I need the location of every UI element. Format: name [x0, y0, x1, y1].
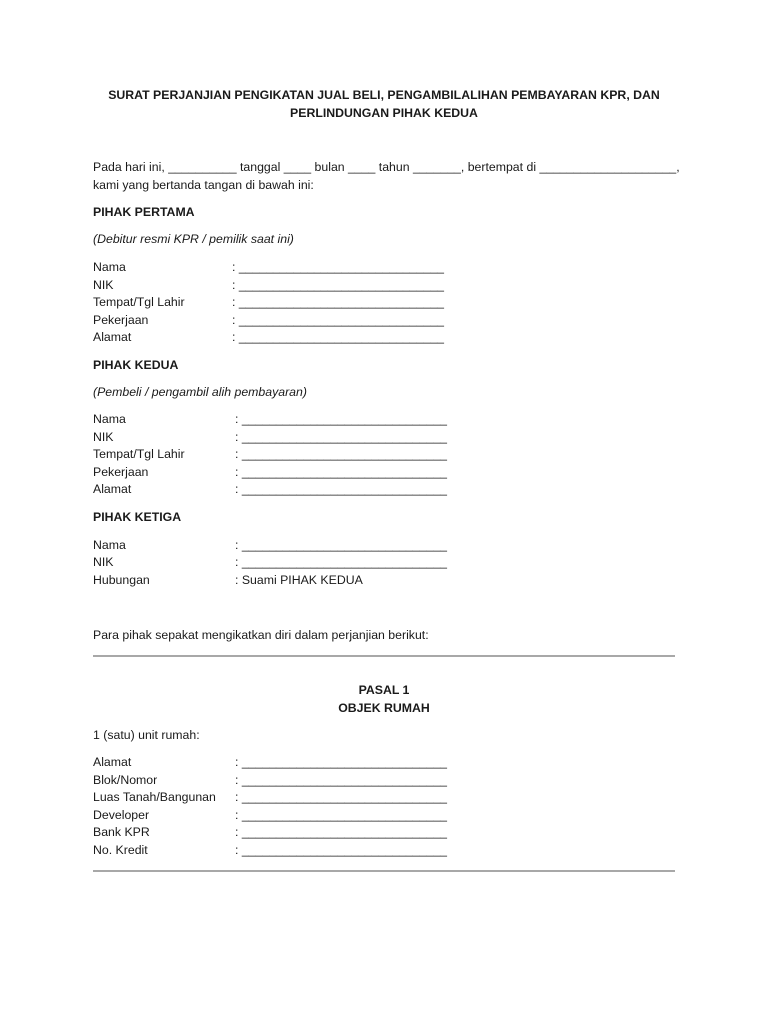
field-value: : ______________________________ [235, 773, 448, 787]
field-label: Tempat/Tgl Lahir [93, 447, 185, 461]
field-label: Tempat/Tgl Lahir [93, 295, 185, 309]
pihak-pertama-note: (Debitur resmi KPR / pemilik saat ini) [93, 232, 294, 246]
field-label: Pekerjaan [93, 465, 149, 479]
field-label: NIK [93, 430, 114, 444]
pasal-1-subheading: OBJEK RUMAH [338, 701, 430, 715]
section-divider [93, 870, 675, 872]
field-value: : ______________________________ [235, 790, 448, 804]
pasal-1-intro: 1 (satu) unit rumah: [93, 728, 200, 742]
field-value: : ______________________________ [232, 330, 445, 344]
field-value: : ______________________________ [235, 465, 448, 479]
field-value: : ______________________________ [235, 555, 448, 569]
field-value: : ______________________________ [235, 825, 448, 839]
field-label: Blok/Nomor [93, 773, 158, 787]
intro-line-1: Pada hari ini, __________ tanggal ____ bulan ____ tahun _______, bertempat di ____________________, [93, 160, 680, 174]
field-label: Developer [93, 808, 150, 822]
field-label: Alamat [93, 330, 132, 344]
field-label: Pekerjaan [93, 313, 149, 327]
intro-line-2: kami yang bertanda tangan di bawah ini: [93, 178, 314, 192]
field-label: NIK [93, 278, 114, 292]
field-label: Alamat [93, 755, 132, 769]
field-value: : ______________________________ [235, 447, 448, 461]
field-value: : ______________________________ [235, 430, 448, 444]
field-value: : ______________________________ [232, 313, 445, 327]
document-title-line-1: SURAT PERJANJIAN PENGIKATAN JUAL BELI, PENGAMBILALIHAN PEMBAYARAN KPR, DAN [108, 88, 660, 102]
field-label: Bank KPR [93, 825, 150, 839]
field-label: NIK [93, 555, 114, 569]
pihak-ketiga-heading: PIHAK KETIGA [93, 510, 182, 524]
field-value: : Suami PIHAK KEDUA [235, 573, 363, 587]
field-label: Hubungan [93, 573, 150, 587]
field-value: : ______________________________ [235, 808, 448, 822]
field-value: : ______________________________ [235, 755, 448, 769]
section-divider [93, 655, 675, 657]
field-label: No. Kredit [93, 843, 148, 857]
document-title-line-2: PERLINDUNGAN PIHAK KEDUA [290, 106, 478, 120]
field-label: Nama [93, 260, 126, 274]
field-value: : ______________________________ [235, 538, 448, 552]
pihak-kedua-heading: PIHAK KEDUA [93, 358, 179, 372]
field-label: Luas Tanah/Bangunan [93, 790, 216, 804]
agreement-text: Para pihak sepakat mengikatkan diri dalam perjanjian berikut: [93, 628, 429, 642]
pasal-1-heading: PASAL 1 [358, 683, 410, 697]
field-value: : ______________________________ [232, 295, 445, 309]
field-value: : ______________________________ [235, 843, 448, 857]
field-value: : ______________________________ [235, 482, 448, 496]
field-label: Alamat [93, 482, 132, 496]
field-value: : ______________________________ [235, 412, 448, 426]
field-label: Nama [93, 538, 126, 552]
field-value: : ______________________________ [232, 260, 445, 274]
pihak-kedua-note: (Pembeli / pengambil alih pembayaran) [93, 385, 307, 399]
field-label: Nama [93, 412, 126, 426]
field-value: : ______________________________ [232, 278, 445, 292]
pihak-pertama-heading: PIHAK PERTAMA [93, 205, 195, 219]
